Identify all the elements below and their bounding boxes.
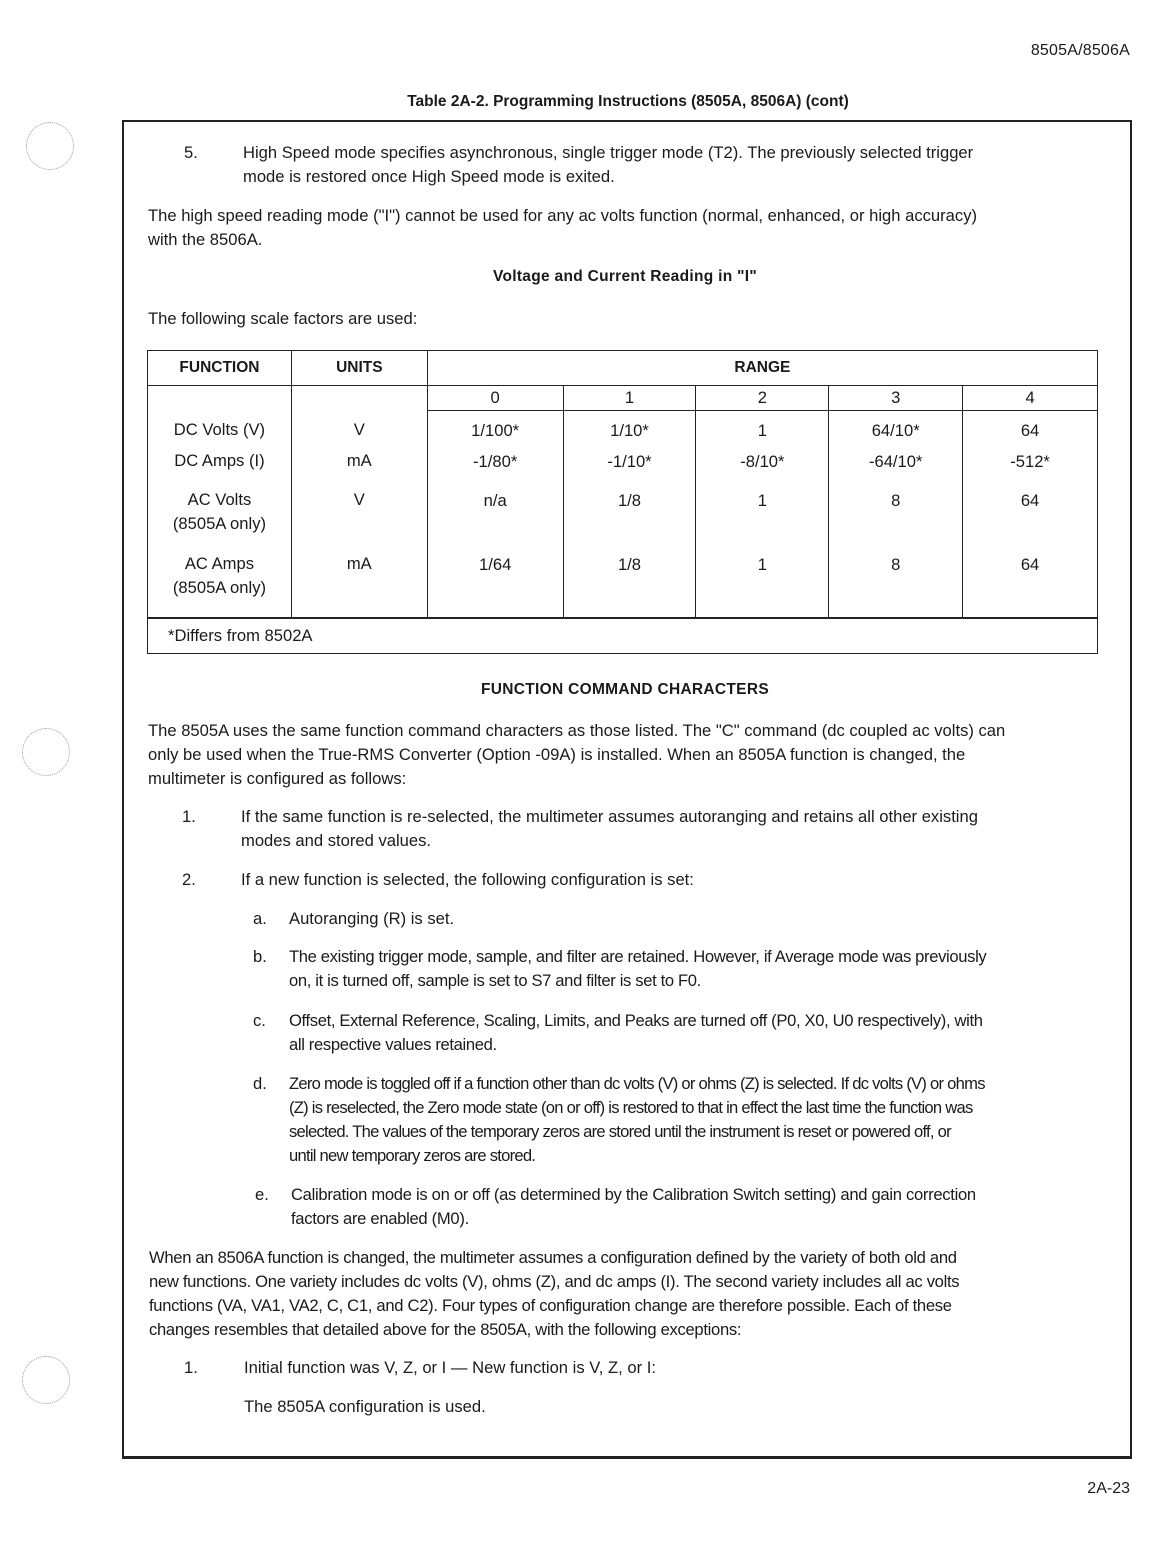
text-line: Offset, External Reference, Scaling, Limits, and Peaks are turned off (P0, X0, U0 respectively), with bbox=[289, 1011, 983, 1030]
text-line: The high speed reading mode ("I") cannot be used for any ac volts function (normal, enhanced, or high accuracy) bbox=[148, 206, 978, 225]
punch-hole-icon bbox=[22, 1356, 70, 1404]
text-line: When an 8506A function is changed, the multimeter assumes a configuration defined by the variety of both old and bbox=[149, 1248, 957, 1267]
cell-units: V bbox=[353, 420, 365, 439]
table-title: Table 2A-2. Programming Instructions (8505A, 8506A) (cont) bbox=[407, 93, 849, 110]
item-number: 2. bbox=[182, 870, 196, 889]
text-line: mode is restored once High Speed mode is exited. bbox=[243, 167, 615, 186]
text-line: only be used when the True-RMS Converter (Option -09A) is installed. When an 8505A function is changed, the bbox=[148, 745, 966, 764]
cell-value: 64/10* bbox=[871, 421, 920, 440]
range-1-header: 1 bbox=[563, 386, 696, 411]
cell-function bbox=[148, 488, 291, 552]
punch-hole-icon bbox=[22, 728, 70, 776]
text-line: If the same function is re-selected, the multimeter assumes autoranging and retains all other existing bbox=[241, 807, 978, 826]
cell-text: AC Amps bbox=[184, 554, 255, 573]
text-line: (Z) is reselected, the Zero mode state (on or off) is restored to that in effect the last time the function was bbox=[289, 1098, 973, 1117]
text-line: Zero mode is toggled off if a function other than dc volts (V) or ohms (Z) is selected. If dc volts (V) or ohms bbox=[289, 1074, 985, 1093]
cell-value: 1/10* bbox=[610, 421, 649, 440]
cell-text: AC Volts bbox=[187, 490, 252, 509]
cell-units: mA bbox=[346, 451, 372, 470]
sub-item-letter: a. bbox=[253, 909, 267, 928]
cell-text: (8505A only) bbox=[172, 578, 267, 597]
cell-value: 1/8 bbox=[617, 491, 642, 510]
high-speed-paragraph bbox=[148, 204, 1108, 252]
cell-text: (8505A only) bbox=[172, 514, 267, 533]
text-line: factors are enabled (M0). bbox=[291, 1209, 469, 1228]
text-line: until new temporary zeros are stored. bbox=[289, 1146, 536, 1165]
cell-value: 64 bbox=[1020, 555, 1040, 574]
item-number: 1. bbox=[182, 807, 196, 826]
cell-units: mA bbox=[346, 554, 372, 573]
cell-value: 8 bbox=[891, 491, 901, 510]
cell-value: -64/10* bbox=[868, 452, 923, 471]
cell-value: 8 bbox=[891, 555, 901, 574]
cell-value: 1 bbox=[757, 555, 767, 574]
range-4-header: 4 bbox=[963, 386, 1098, 411]
table-footnote: *Differs from 8502A bbox=[148, 618, 1098, 654]
document-id: 8505A/8506A bbox=[1030, 42, 1130, 59]
sub-item-letter: e. bbox=[255, 1185, 269, 1204]
paragraph-8506a bbox=[149, 1246, 1109, 1342]
text-line: modes and stored values. bbox=[241, 831, 432, 850]
list-item-1 bbox=[241, 805, 1106, 853]
range-0-header: 0 bbox=[427, 386, 563, 411]
cell-value: 1/8 bbox=[617, 555, 642, 574]
cell-value: -1/80* bbox=[473, 452, 518, 471]
range-4-column bbox=[963, 411, 1098, 619]
cell-value: 1 bbox=[757, 491, 767, 510]
cell-function bbox=[148, 552, 291, 616]
text-line: changes resembles that detailed above for the 8505A, with the following exceptions: bbox=[149, 1320, 742, 1339]
punch-hole-icon bbox=[26, 122, 74, 170]
sub-item-b bbox=[289, 945, 1109, 993]
cell-value: -8/10* bbox=[740, 452, 785, 471]
sub-item-d bbox=[289, 1072, 1109, 1168]
cell-value: 1/64 bbox=[479, 555, 512, 574]
text-line: functions (VA, VA1, VA2, C, C1, and C2). Four types of configuration change are therefore possible. Each of these bbox=[149, 1296, 952, 1315]
cell-function: DC Volts (V) bbox=[173, 420, 266, 439]
header-units: UNITS bbox=[291, 351, 427, 386]
function-column bbox=[148, 386, 292, 619]
cell-function: DC Amps (I) bbox=[174, 451, 265, 470]
section-heading-voltage: Voltage and Current Reading in "I" bbox=[492, 268, 758, 285]
text-line: The existing trigger mode, sample, and filter are retained. However, if Average mode was previously bbox=[289, 947, 987, 966]
sub-item-e bbox=[291, 1183, 1111, 1231]
item-5-text bbox=[243, 141, 1103, 189]
cell-value: -1/10* bbox=[607, 452, 652, 471]
units-column bbox=[291, 386, 427, 619]
text-line: The 8505A uses the same function command characters as those listed. The "C" command (dc coupled ac volts) can bbox=[148, 721, 1006, 740]
range-3-header: 3 bbox=[829, 386, 963, 411]
text-line: with the 8506A. bbox=[148, 230, 263, 249]
paragraph-8505a bbox=[148, 719, 1108, 791]
range-2-column bbox=[696, 411, 829, 619]
sub-item-letter: c. bbox=[253, 1011, 266, 1030]
range-1-column bbox=[563, 411, 696, 619]
range-0-column bbox=[427, 411, 563, 619]
exception-item-1: Initial function was V, Z, or I — New function is V, Z, or I: bbox=[244, 1358, 656, 1377]
sub-item-c bbox=[289, 1009, 1109, 1057]
text-line: High Speed mode specifies asynchronous, single trigger mode (T2). The previously selected trigger bbox=[243, 143, 974, 162]
sub-item-a bbox=[289, 907, 1109, 931]
text-line: new functions. One variety includes dc volts (V), ohms (Z), and dc amps (I). The second variety includes all ac volts bbox=[149, 1272, 960, 1291]
cell-value: 1 bbox=[757, 421, 767, 440]
header-range: RANGE bbox=[427, 351, 1097, 386]
item-number: 1. bbox=[184, 1358, 198, 1377]
cell-value: -512* bbox=[1010, 452, 1050, 471]
exception-item-1-detail: The 8505A configuration is used. bbox=[244, 1397, 486, 1416]
text-line: Autoranging (R) is set. bbox=[289, 909, 455, 928]
text-line: all respective values retained. bbox=[289, 1035, 497, 1054]
list-item-2: If a new function is selected, the following configuration is set: bbox=[241, 870, 694, 889]
cell-value: 64 bbox=[1020, 421, 1040, 440]
text-line: selected. The values of the temporary zeros are stored until the instrument is reset or powered off, or bbox=[289, 1122, 951, 1141]
cell-value: n/a bbox=[483, 491, 507, 510]
cell-units: V bbox=[353, 490, 365, 509]
page-number: 2A-23 bbox=[1087, 1480, 1130, 1497]
item-number: 5. bbox=[184, 143, 198, 162]
cell-value: 1/100* bbox=[471, 421, 520, 440]
range-2-header: 2 bbox=[696, 386, 829, 411]
text-line: multimeter is configured as follows: bbox=[148, 769, 407, 788]
sub-item-letter: d. bbox=[253, 1074, 267, 1093]
text-line: Calibration mode is on or off (as determined by the Calibration Switch setting) and gain correction bbox=[291, 1185, 976, 1204]
scale-factor-table bbox=[147, 350, 1098, 654]
cell-value: 64 bbox=[1020, 491, 1040, 510]
section-heading-function: FUNCTION COMMAND CHARACTERS bbox=[481, 681, 769, 698]
sub-item-letter: b. bbox=[253, 947, 267, 966]
range-3-column bbox=[829, 411, 963, 619]
scale-intro: The following scale factors are used: bbox=[148, 309, 418, 328]
header-function: FUNCTION bbox=[148, 351, 292, 386]
text-line: on, it is turned off, sample is set to S7 and filter is set to F0. bbox=[289, 971, 701, 990]
